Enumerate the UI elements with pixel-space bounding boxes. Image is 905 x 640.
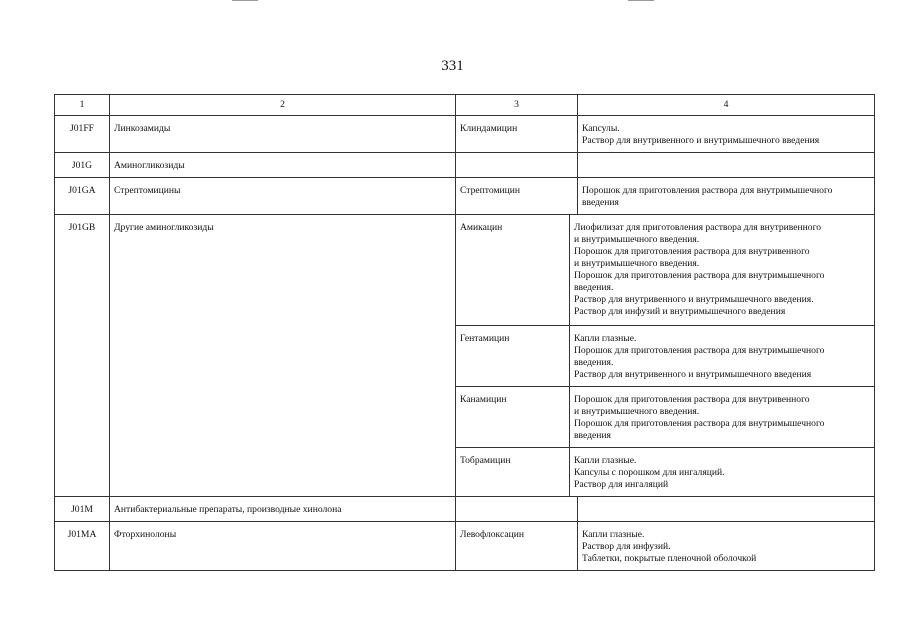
drug-name (456, 497, 578, 522)
drug-name (456, 153, 578, 178)
dosage-form: Порошок для приготовления раствора для внутримышечного (574, 270, 825, 281)
atc-code: J01MA (55, 522, 110, 571)
dosage-form: Капли глазные. (574, 455, 637, 466)
table-header-row (55, 95, 875, 116)
dosage-form: Порошок для приготовления раствора для внутривенного (574, 246, 810, 257)
dosage-form: Раствор для внутривенного и внутримышечного введения (582, 135, 820, 146)
table-row (55, 497, 875, 522)
dosage-form: Лиофилизат для приготовления раствора для внутривенного (574, 222, 822, 233)
drug-stack (456, 215, 875, 497)
dosage-form: Капли глазные. (582, 529, 645, 540)
drug-name: Тобрамицин (456, 448, 570, 496)
dosage-forms (578, 178, 875, 215)
dosage-form: Порошок для приготовления раствора для внутримышечного введения (582, 185, 833, 208)
dosage-forms (578, 153, 875, 178)
table-row (55, 215, 875, 497)
group-name: Фторхинолоны (110, 522, 456, 571)
dosage-form: Капсулы с порошком для ингаляций. (574, 467, 725, 478)
dosage-form: введения (574, 430, 611, 441)
dosage-forms (570, 387, 874, 447)
drug-name: Клиндамицин (456, 116, 578, 153)
dosage-forms (578, 497, 875, 522)
dosage-form: Раствор для инфузий и внутримышечного введения (574, 306, 786, 317)
atc-code: J01GA (55, 178, 110, 215)
dosage-form: Раствор для ингаляций (574, 479, 669, 490)
drug-name: Гентамицин (456, 326, 570, 386)
scan-artifact (628, 0, 654, 1)
atc-code: J01FF (55, 116, 110, 153)
drug-subrow (456, 215, 874, 325)
group-name: Другие аминогликозиды (110, 215, 456, 497)
dosage-forms (570, 326, 874, 386)
dosage-form: и внутримышечного введения. (574, 234, 700, 245)
page-number: 331 (441, 58, 464, 74)
drug-name: Левофлоксацин (456, 522, 578, 571)
drug-name: Канамицин (456, 387, 570, 447)
dosage-form: Порошок для приготовления раствора для внутривенного (574, 394, 810, 405)
table-row (55, 178, 875, 215)
header-cell: 3 (456, 95, 578, 116)
dosage-forms (578, 522, 875, 571)
atc-code: J01M (55, 497, 110, 522)
dosage-forms (578, 116, 875, 153)
scan-artifact (232, 0, 258, 1)
dosage-forms (570, 448, 874, 496)
drug-name: Стрептомицин (456, 178, 578, 215)
dosage-form: введения. (574, 357, 614, 368)
dosage-form: и внутримышечного введения. (574, 258, 700, 269)
dosage-form: Порошок для приготовления раствора для внутримышечного (574, 418, 825, 429)
drug-subrow (456, 386, 874, 447)
table-row (55, 153, 875, 178)
header-cell: 1 (55, 95, 110, 116)
group-name: Антибактериальные препараты, производные хинолона (110, 497, 456, 522)
dosage-form: введения. (574, 282, 614, 293)
group-name: Линкозамиды (110, 116, 456, 153)
dosage-form: Раствор для внутривенного и внутримышечного введения (574, 369, 812, 380)
dosage-form: Таблетки, покрытые пленочной оболочкой (582, 553, 757, 564)
table-row (55, 116, 875, 153)
drug-name: Амикацин (456, 215, 570, 325)
group-name: Аминогликозиды (110, 153, 456, 178)
atc-code: J01GB (55, 215, 110, 497)
dosage-form: Капсулы. (582, 123, 620, 134)
dosage-form: Раствор для внутривенного и внутримышечного введения. (574, 294, 814, 305)
drug-subrow (456, 325, 874, 386)
header-cell: 2 (110, 95, 456, 116)
dosage-forms (570, 215, 874, 325)
drug-subrow (456, 447, 874, 496)
dosage-form: и внутримышечного введения. (574, 406, 700, 417)
group-name: Стрептомицины (110, 178, 456, 215)
table-row (55, 522, 875, 571)
header-cell: 4 (578, 95, 875, 116)
atc-code: J01G (55, 153, 110, 178)
dosage-form: Порошок для приготовления раствора для внутримышечного (574, 345, 825, 356)
dosage-form: Капли глазные. (574, 333, 637, 344)
drug-table (54, 94, 875, 571)
dosage-form: Раствор для инфузий. (582, 541, 671, 552)
